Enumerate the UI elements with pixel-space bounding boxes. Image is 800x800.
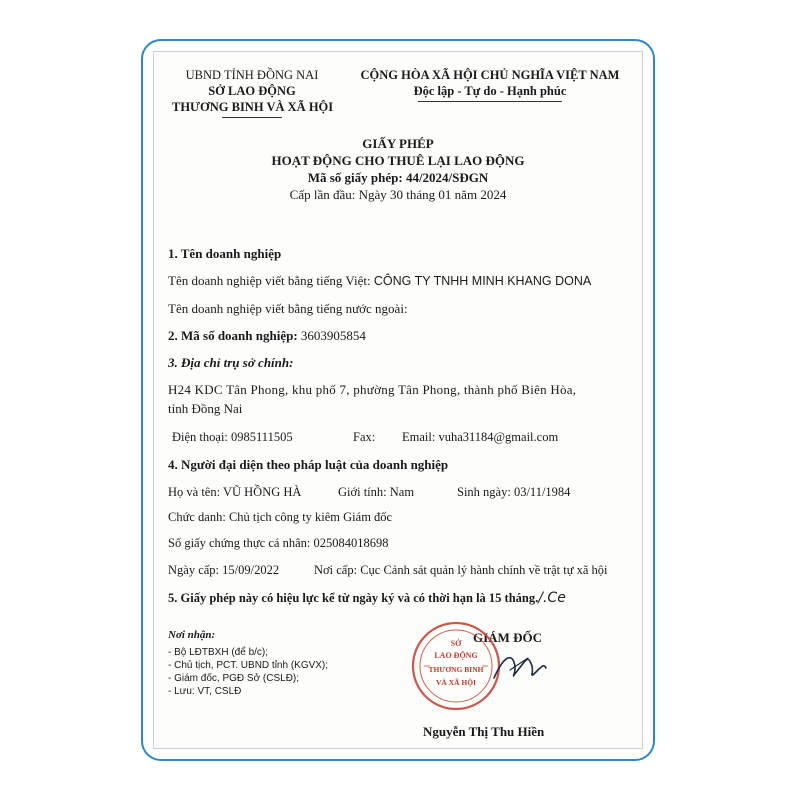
license-value: 44/2024/SĐGN (405, 170, 489, 185)
license-label: Mã số giấy phép: (307, 170, 406, 185)
header-right-line2: Độc lập - Tự do - Hạnh phúc (413, 84, 567, 98)
id-label: Số giấy chứng thực cá nhân: (168, 536, 314, 550)
dob-label: Sinh ngày: (457, 485, 514, 499)
id-value: 025084018698 (313, 536, 389, 550)
stamp-text: THƯƠNG BINH (428, 665, 484, 674)
section1-vn-name (168, 273, 591, 289)
gender-value: Nam (389, 485, 415, 499)
section5-text (168, 590, 566, 606)
section5-initials: /.Ce (538, 590, 566, 606)
vn-name-value: CÔNG TY TNHH MINH KHANG DONA (373, 274, 592, 288)
license-number (153, 170, 643, 186)
rep-gender (338, 485, 414, 500)
title-line2: HOẠT ĐỘNG CHO THUÊ LẠI LAO ĐỘNG (271, 153, 525, 168)
email (402, 430, 558, 445)
issue-value: Ngày 30 tháng 01 năm 2024 (358, 187, 507, 202)
header-right-underline (418, 101, 562, 102)
stamp-text: VÀ XÃ HỘI (435, 678, 477, 687)
address-line1: H24 KDC Tân Phong, khu phố 7, phường Tân Phong, thành phố Biên Hòa, (168, 382, 577, 397)
issue-label: Cấp lần đầu: (289, 187, 359, 202)
header-right-line1: CỘNG HÒA XÃ HỘI CHỦ NGHĨA VIỆT NAM (360, 68, 620, 82)
rep-id-place (314, 563, 608, 578)
section2 (168, 328, 366, 344)
email-label: Email: (402, 430, 439, 444)
rep-name (168, 485, 301, 500)
recipient-item: - Giám đốc, PGĐ Sở (CSLĐ); (168, 673, 300, 684)
id-date-label: Ngày cấp: (168, 563, 223, 577)
gender-label: Giới tính: (338, 485, 390, 499)
rep-name-label: Họ và tên: (168, 485, 223, 499)
position-label: Chức danh: (168, 510, 229, 524)
rep-dob (457, 485, 570, 500)
stamp-text: SỞ (450, 639, 462, 648)
signer-name: Nguyễn Thị Thu Hiền (423, 724, 545, 739)
header-left-underline (222, 117, 282, 118)
signature-title: GIÁM ĐỐC (473, 630, 542, 645)
recipient-item: - Chủ tịch, PCT. UBND tỉnh (KGVX); (168, 660, 329, 671)
phone-label: Điện thoại: (172, 430, 232, 444)
phone (172, 430, 293, 445)
recipient-item: - Bộ LĐTBXH (để b/c); (168, 647, 269, 658)
header-left-line1: UBND TỈNH ĐỒNG NAI (185, 68, 319, 82)
header-left-line2: SỞ LAO ĐỘNG (208, 84, 296, 98)
phone-value: 0985111505 (231, 430, 293, 444)
dob-value: 03/11/1984 (513, 485, 571, 499)
address-line2: tỉnh Đồng Nai (168, 401, 243, 416)
rep-id (168, 536, 388, 551)
section2-value: 3603905854 (300, 328, 366, 343)
stamp-text: LAO ĐỘNG (434, 651, 478, 660)
handwritten-signature-icon (488, 640, 568, 690)
section2-heading: 2. Mã số doanh nghiệp: (168, 328, 301, 343)
section4-heading: 4. Người đại diện theo pháp luật của doanh nghiệp (168, 457, 449, 472)
section5-body: 5. Giấy phép này có hiệu lực kể từ ngày ký và có thời hạn là 15 tháng. (168, 591, 539, 605)
header-left-line3: THƯƠNG BINH VÀ XÃ HỘI (172, 100, 334, 114)
id-place-value: Cục Cảnh sát quản lý hành chính về trật tự xã hội (360, 563, 608, 577)
section1-heading: 1. Tên doanh nghiệp (168, 246, 282, 261)
issue-date (153, 187, 643, 203)
title-line1: GIẤY PHÉP (362, 136, 434, 151)
id-date-value: 15/09/2022 (222, 563, 280, 577)
recipients-heading: Nơi nhận: (168, 629, 216, 641)
id-place-label: Nơi cấp: (314, 563, 361, 577)
rep-name-value: VŨ HỒNG HÀ (222, 485, 302, 499)
section1-foreign-name: Tên doanh nghiệp viết bằng tiếng nước ngoài: (168, 301, 408, 316)
fax-label: Fax: (353, 430, 376, 444)
position-value: Chủ tịch công ty kiêm Giám đốc (228, 510, 393, 524)
vn-name-label: Tên doanh nghiệp viết bằng tiếng Việt: (168, 273, 374, 288)
email-value: vuha31184@gmail.com (438, 430, 559, 444)
rep-position (168, 510, 392, 525)
recipient-item: - Lưu: VT, CSLĐ (168, 686, 242, 697)
section3-heading: 3. Địa chỉ trụ sở chính: (168, 355, 294, 370)
rep-id-date (168, 563, 279, 578)
